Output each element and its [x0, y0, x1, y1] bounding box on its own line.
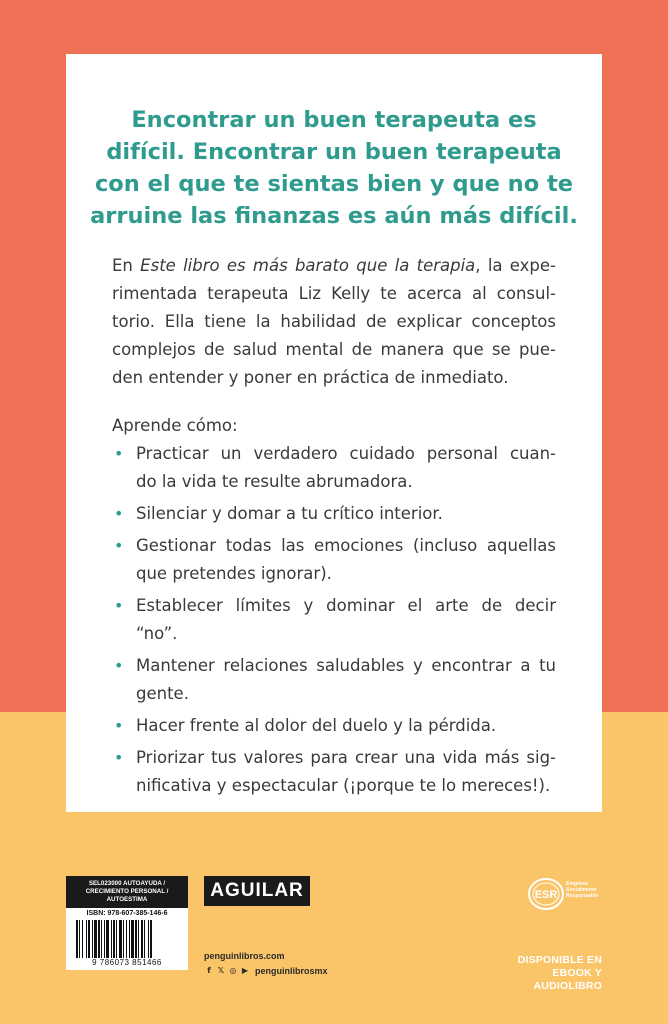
list-item [112, 592, 556, 648]
list-item [112, 652, 556, 708]
barcode-number: 9 786073 851466 [92, 958, 162, 967]
social-handle[interactable]: penguinlibrosmx [255, 966, 328, 976]
list-item-line: Silenciar y domar a tu crítico interior. [136, 504, 443, 523]
category-line: CRECIMIENTO PERSONAL / [85, 888, 169, 895]
list-item [112, 744, 556, 800]
social-links [204, 966, 328, 976]
website-link[interactable]: penguinlibros.com [204, 951, 285, 961]
list-item-line: “no”. [136, 624, 178, 643]
list-item-line: gente. [136, 684, 189, 703]
esr-label [566, 881, 598, 900]
headline [66, 104, 602, 232]
list-item-line: Hacer frente al dolor del duelo y la pérdida. [136, 716, 497, 735]
youtube-icon[interactable]: ▶ [241, 966, 249, 975]
headline-line: difícil. Encontrar un buen terapeuta [106, 139, 562, 165]
description-paragraph [112, 252, 556, 392]
category-line: AUTOESTIMA [106, 896, 148, 903]
barcode-box [66, 876, 188, 970]
instagram-icon[interactable]: ◎ [229, 966, 237, 975]
x-icon[interactable]: 𝕏 [217, 966, 225, 975]
list-item [112, 712, 556, 740]
paragraph-prefix: En [112, 256, 141, 275]
availability-line: DISPONIBLE EN [517, 954, 602, 966]
list-item [112, 440, 556, 496]
headline-line: arruine las finanzas es aún más difícil. [90, 203, 578, 229]
bullet-icon: • [114, 748, 124, 767]
paragraph-line [112, 252, 556, 280]
list-item-line: Practicar un verdadero cuidado personal cuan- [136, 444, 556, 463]
bullet-icon: • [114, 444, 124, 463]
bullet-icon: • [114, 596, 124, 615]
publisher-logo: AGUILAR [204, 876, 310, 906]
paragraph-line: complejos de salud mental de manera que se pue- [112, 340, 556, 359]
bullet-icon: • [114, 536, 124, 555]
list-item-line: que pretendes ignorar). [136, 564, 332, 583]
availability-line: EBOOK Y AUDIOLIBRO [533, 967, 602, 992]
esr-badge-text: ESR [534, 889, 558, 901]
list-item-line: Establecer límites y dominar el arte de decir [136, 596, 556, 615]
list-item [112, 532, 556, 588]
barcode-icon [76, 920, 182, 958]
book-title: Este libro es más barato que la terapia [140, 256, 476, 275]
list-item-line: Mantener relaciones saludables y encontrar a tu [136, 656, 556, 675]
list-intro: Aprende cómo: [112, 416, 238, 435]
facebook-icon[interactable]: f [207, 966, 211, 975]
bullet-icon: • [114, 656, 124, 675]
paragraph-line: rimentada terapeuta Liz Kelly te acerca al consul- [112, 284, 556, 303]
paragraph-line: torio. Ella tiene la habilidad de explicar conceptos [112, 312, 556, 331]
headline-line: Encontrar un buen terapeuta es [131, 107, 537, 133]
list-item-line: do la vida te resulte abrumadora. [136, 472, 413, 491]
headline-line: con el que te sientas bien y que no te [94, 171, 574, 197]
list-item-line: nificativa y espectacular (¡porque te lo mereces!). [136, 776, 551, 795]
bullet-icon: • [114, 716, 124, 735]
availability-note [500, 954, 602, 993]
category-line: SEL023000 AUTOAYUDA / [88, 880, 166, 887]
bisac-category [66, 876, 188, 908]
benefits-list [112, 440, 556, 804]
bullet-icon: • [114, 504, 124, 523]
esr-line: Empresa [566, 881, 588, 887]
list-item [112, 500, 556, 528]
esr-line: Socialmente [566, 887, 597, 894]
list-item-line: Priorizar tus valores para crear una vida más sig- [136, 748, 556, 767]
isbn-label: ISBN: 978-607-385-146-6 [86, 910, 168, 917]
esr-line: Responsable [566, 893, 599, 900]
list-item-line: Gestionar todas las emociones (incluso aquellas [136, 536, 556, 555]
paragraph-line: den entender y poner en práctica de inmediato. [112, 368, 509, 387]
paragraph-line-rest: , la expe- [475, 256, 556, 275]
